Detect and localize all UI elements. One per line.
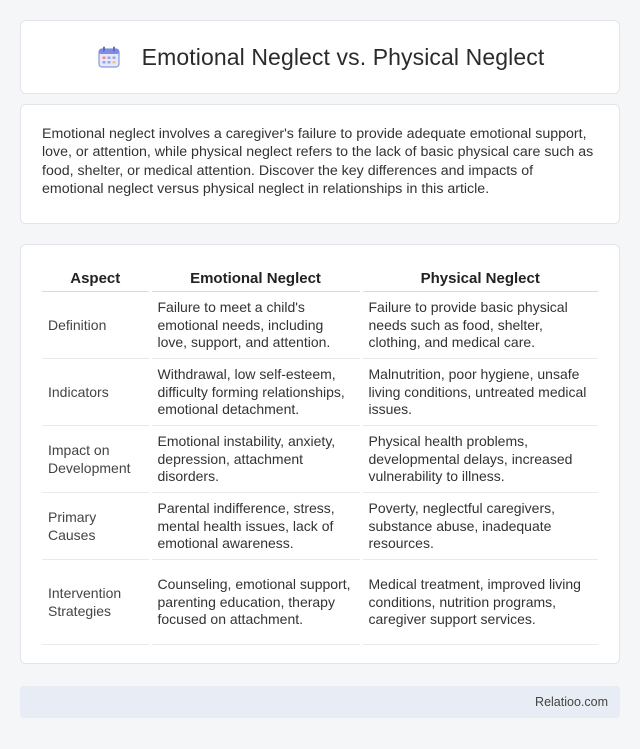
footer-brand: Relatioo.com [535, 695, 608, 709]
title-card [20, 20, 620, 94]
comparison-card [20, 244, 620, 664]
calendar-icon [96, 44, 122, 70]
emotional-cell: Failure to meet a child's emotional needs, including love, support, and attention. [150, 291, 361, 358]
header-aspect: Aspect [42, 265, 150, 291]
physical-cell: Poverty, neglectful caregivers, substance abuse, inadequate resources. [361, 492, 598, 559]
comparison-table [42, 265, 598, 645]
table-row [42, 291, 598, 358]
emotional-cell: Emotional instability, anxiety, depression, attachment disorders. [150, 425, 361, 492]
physical-cell: Physical health problems, developmental delays, increased vulnerability to illness. [361, 425, 598, 492]
aspect-cell: Definition [42, 291, 150, 358]
header-emotional: Emotional Neglect [150, 265, 361, 291]
header-physical: Physical Neglect [361, 265, 598, 291]
table-row [42, 559, 598, 644]
table-row [42, 425, 598, 492]
aspect-cell: Primary Causes [42, 492, 150, 559]
intro-paragraph: Emotional neglect involves a caregiver's failure to provide adequate emotional support, love, or attention, while physical neglect refers to the lack of basic physical care such as food, shelter, or medical attention. Discover the key differences and impacts of emotional neglect versus physical neglect in relationships in this article. [42, 126, 594, 197]
page-title: Emotional Neglect vs. Physical Neglect [141, 43, 545, 70]
physical-cell: Medical treatment, improved living conditions, nutrition programs, caregiver support services. [361, 559, 598, 644]
emotional-cell: Parental indifference, stress, mental health issues, lack of emotional awareness. [150, 492, 361, 559]
aspect-cell: Intervention Strategies [42, 559, 150, 644]
physical-cell: Malnutrition, poor hygiene, unsafe living conditions, untreated medical issues. [361, 358, 598, 425]
table-row [42, 358, 598, 425]
physical-cell: Failure to provide basic physical needs such as food, shelter, clothing, and medical care. [361, 291, 598, 358]
aspect-cell: Indicators [42, 358, 150, 425]
emotional-cell: Withdrawal, low self-esteem, difficulty forming relationships, emotional detachment. [150, 358, 361, 425]
table-row [42, 492, 598, 559]
emotional-cell: Counseling, emotional support, parenting education, therapy focused on attachment. [150, 559, 361, 644]
aspect-cell: Impact on Development [42, 425, 150, 492]
table-header-row [42, 265, 598, 291]
intro-card [20, 104, 620, 224]
footer [20, 686, 620, 718]
